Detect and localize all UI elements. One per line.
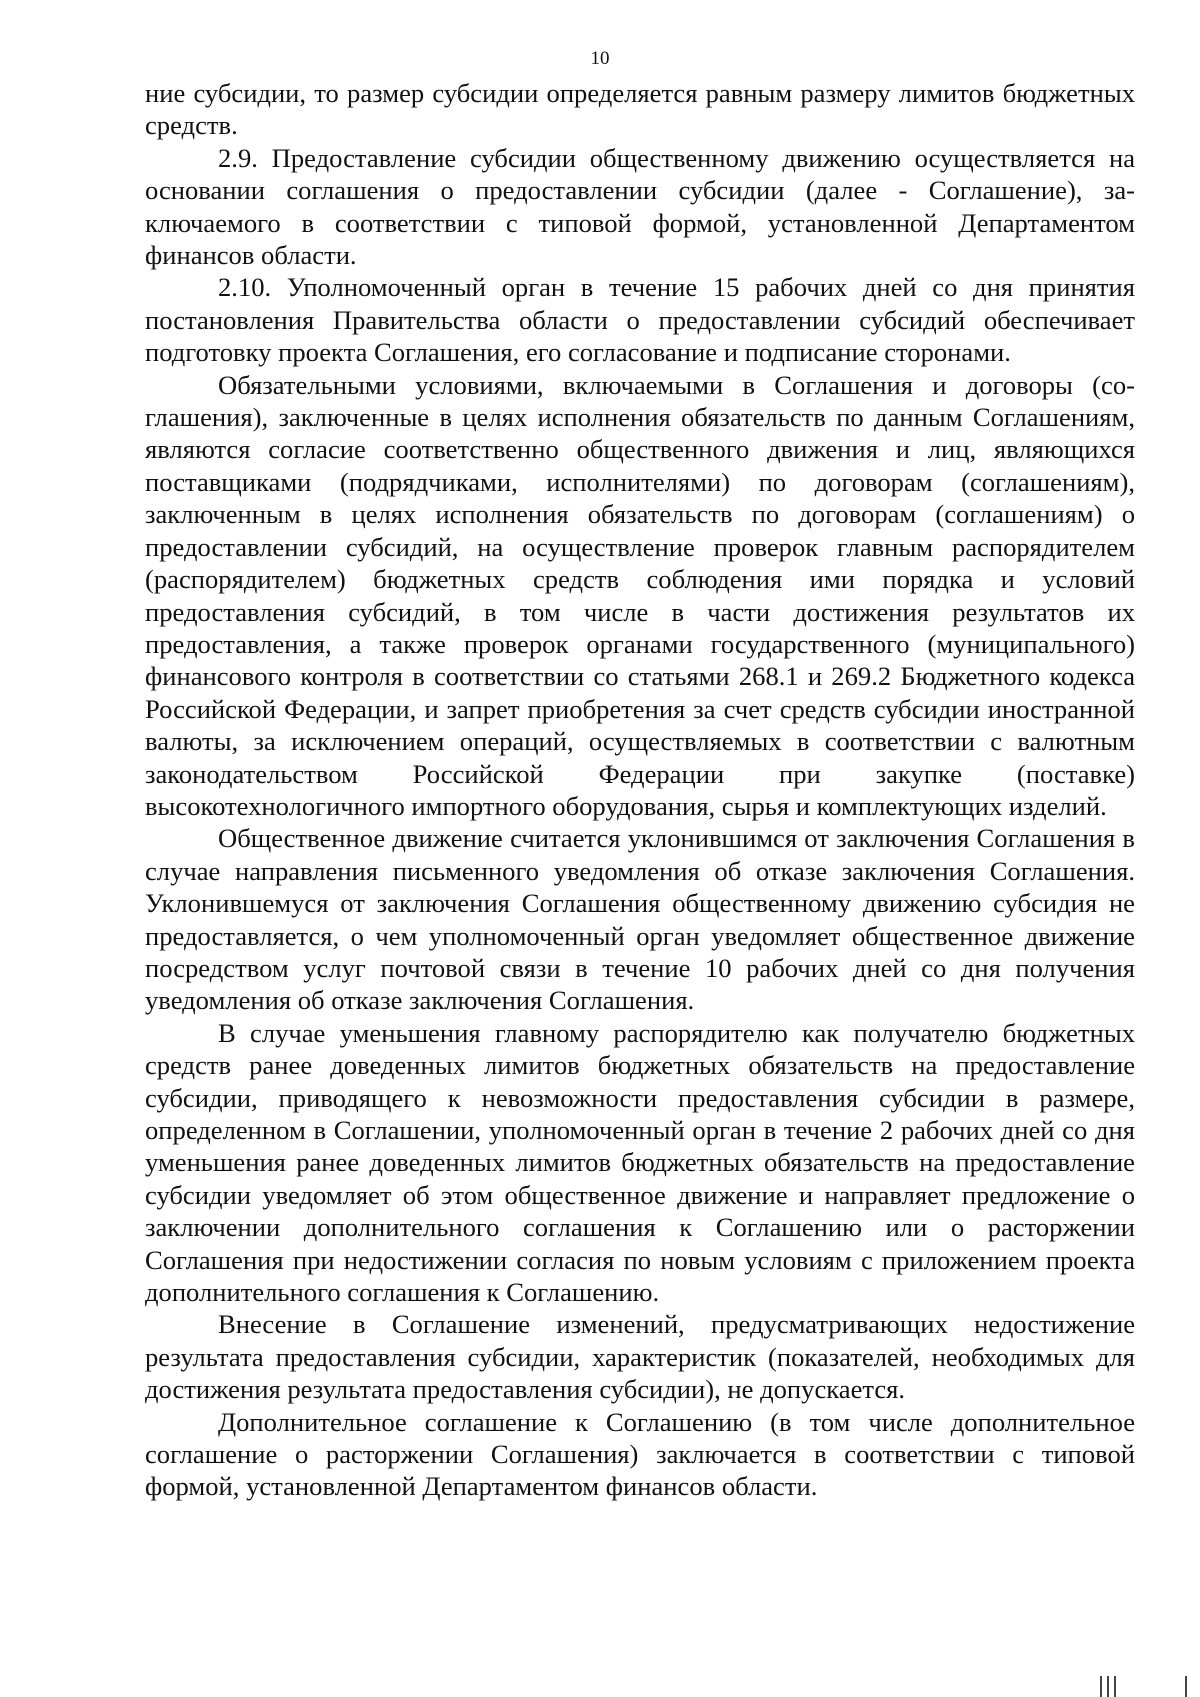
document-body bbox=[145, 77, 1135, 1503]
paragraph-changes-prohibited: Внесение в Соглашение изменений, предусматривающих недостижение результата предоставления субсидии, характеристик (показателей, необходимых для достижения результата предоставления субсидии), не допускается. bbox=[145, 1309, 1135, 1405]
scan-mark bbox=[1107, 1676, 1109, 1697]
scan-mark bbox=[1100, 1676, 1102, 1697]
paragraph-mandatory-conditions: Обязательными условиями, включаемыми в Соглашения и договоры (соглашения), заключенные в целях исполнения обязательств по данным Соглашениям, являются согласие соответственно общественного движения и лиц, являющихся поставщиками (подрядчиками, исполнителями) по договорам (соглашениям), заключенным в целях исполнения обязательств по договорам (соглашениям) о предоставлении субсидий, на осуществление проверок главным распорядителем (распорядителем) бюджетных средств соблюдения ими порядка и условий предоставления субсидий, в том числе в части достижения результатов их предоставления, а также проверок органами государственного (муниципального) финансового контроля в соответствии со статьями 268.1 и 269.2 Бюджетного кодекса Российской Федерации, и запрет приобретения за счет средств субсидии иностранной валюты, за исключением операций, осуществляемых в соответствии с валютным законодательством Российской Федерации при закупке (поставке) высокотехнологичного импортного оборудования, сырья и комплектующих изделий. bbox=[145, 369, 1135, 821]
paragraph-continuation: ние субсидии, то размер субсидии определяется равным размеру лимитов бюджетных средств. bbox=[145, 78, 1135, 141]
paragraph-2-9: 2.9. Предоставление субсидии общественному движению осуществляется на основании соглашения о предоставлении субсидии (далее - Соглашение), заключаемого в соответствии с типовой формой, установленной Департаментом финансов области. bbox=[145, 142, 1135, 271]
paragraph-evasion: Общественное движение считается уклонившимся от заключения Соглашения в случае направления письменного уведомления об отказе заключения Соглашения. Уклонившемуся от заключения Соглашения общественному движению субсидия не предоставляется, о чем уполномоченный орган уведомляет общественное движение посредством услуг почтовой связи в течение 10 рабочих дней со дня получения уведомления об отказе заключения Соглашения. bbox=[145, 823, 1135, 1016]
paragraph-additional-agreement: Дополнительное соглашение к Соглашению (в том числе дополнительное соглашение о расторжении Соглашения) заключается в соответствии с типовой формой, установленной Департаментом финансов области. bbox=[145, 1406, 1135, 1502]
paragraph-2-10: 2.10. Уполномоченный орган в течение 15 рабочих дней со дня принятия постановления Правительства области о предоставлении субсидий обеспечивает подготовку проекта Соглашения, его согласование и подписание сторонами. bbox=[145, 272, 1135, 368]
scan-mark bbox=[1114, 1676, 1116, 1697]
scan-mark bbox=[1185, 1676, 1187, 1697]
paragraph-limit-reduction: В случае уменьшения главному распорядителю как получателю бюджетных средств ранее доведенных лимитов бюджетных обязательств на предоставление субсидии, приводящего к невозможности предоставления субсидии в размере, определенном в Соглашении, уполномоченный орган в течение 2 рабочих дней со дня уменьшения ранее доведенных лимитов бюджетных обязательств на предоставление субсидии уведомляет об этом общественное движение и направляет предложение о заключении дополнительного соглашения к Соглашению или о расторжении Соглашения при недостижении согласия по новым условиям с приложением проекта дополнительного соглашения к Соглашению. bbox=[145, 1017, 1135, 1308]
page-number: 10 bbox=[590, 48, 610, 69]
